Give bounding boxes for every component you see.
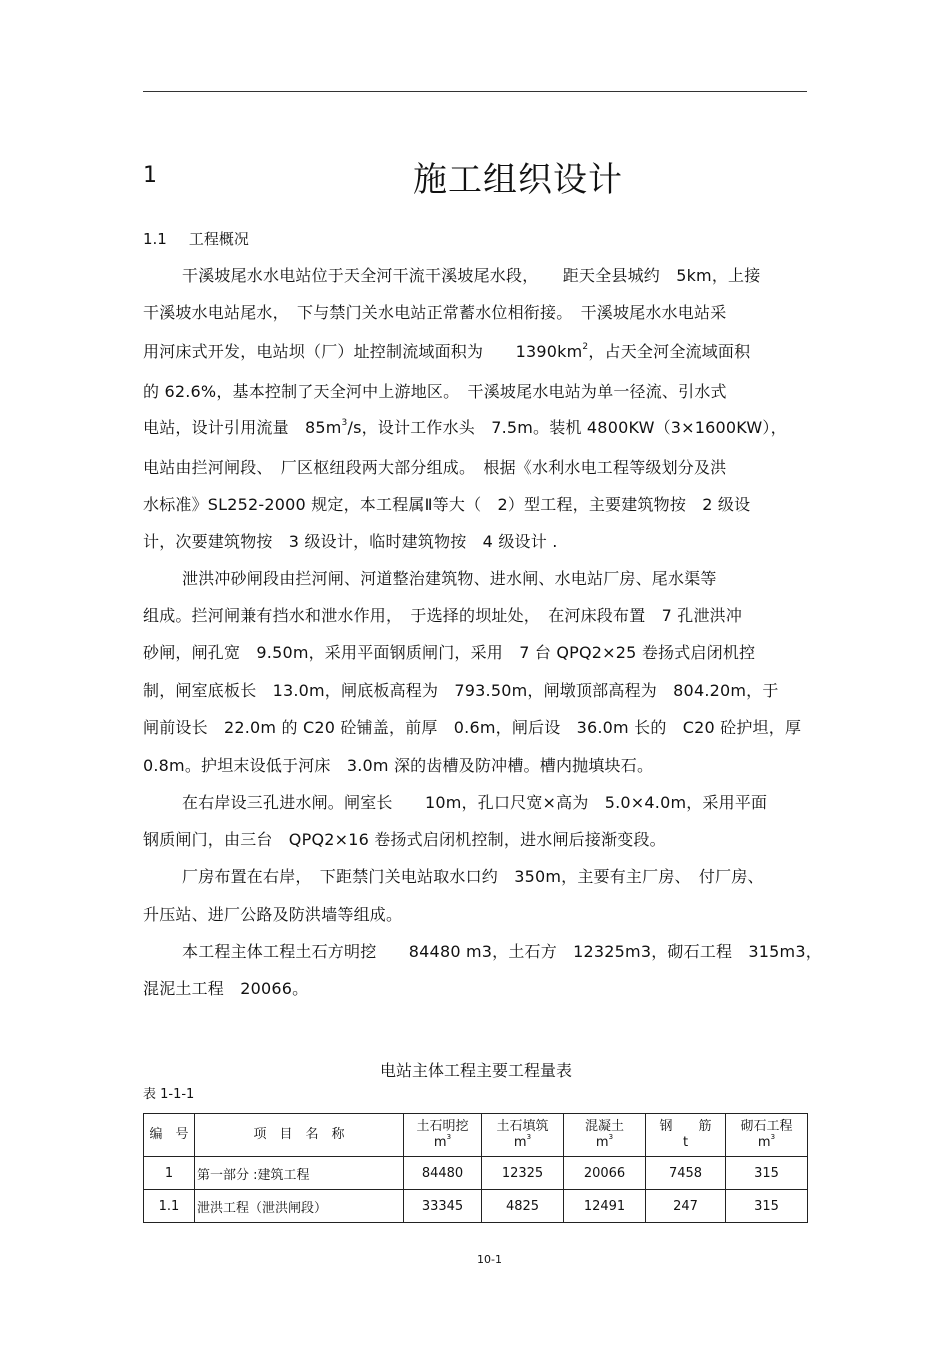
- table-row: [144, 1157, 808, 1190]
- table-body: [144, 1157, 808, 1223]
- table-cell: 第一部分 :建筑工程: [195, 1157, 404, 1190]
- header-label: 编 号: [149, 1127, 189, 1142]
- body-line: 在右岸设三孔进水闸。闸室长 10m，孔口尺宽×高为 5.0×4.0m，采用平面: [182, 793, 768, 812]
- table-header-cell: [482, 1114, 564, 1157]
- body-line: 干溪坡水电站尾水， 下与禁门关水电站正常蓄水位相衔接。 干溪坡尾水水电站采: [143, 303, 727, 322]
- body-line: 组成。拦河闸兼有挡水和泄水作用， 于选择的坝址处， 在河床段布置 7 孔泄洪冲: [143, 606, 743, 625]
- table-cell: 4825: [482, 1190, 564, 1223]
- body-line: 升压站、进厂公路及防洪墙等组成。: [143, 905, 403, 924]
- table-number: 表 1-1-1: [143, 1087, 195, 1102]
- body-line: 电站由拦河闸段、 厂区枢纽段两大部分组成。 根据《水利水电工程等级划分及洪: [143, 458, 727, 477]
- page-number: 10-1: [477, 1253, 502, 1266]
- header-label: 土石明挖: [416, 1119, 469, 1134]
- table-header-cell: [564, 1114, 646, 1157]
- body-line: 厂房布置在右岸， 下距禁门关电站取水口约 350m，主要有主厂房、 付厂房、: [182, 867, 764, 886]
- body-line: 电站，设计引用流量 $85m^3/s$，设计工作水头 7.5m。装机 4800KW（3×1600KW），: [143, 418, 787, 437]
- chapter-title: 施工组织设计: [413, 160, 623, 200]
- header-label: 砌石工程: [740, 1119, 793, 1134]
- table-header-cell: [144, 1114, 195, 1157]
- table-cell: 315: [726, 1157, 808, 1190]
- table-cell: 33345: [404, 1190, 482, 1223]
- header-unit: $m^3$: [513, 1133, 532, 1150]
- section-number: 1.1: [143, 230, 167, 248]
- body-line: 砂闸，闸孔宽 9.50m，采用平面钢质闸门，采用 7 台 QPQ2×25 卷扬式启闭机控: [143, 643, 756, 662]
- body-line: 干溪坡尾水水电站位于天全河干流干溪坡尾水段， 距天全县城约 5km，上接: [182, 266, 761, 285]
- chapter-number: 1: [143, 163, 157, 188]
- table-cell: 1: [144, 1157, 195, 1190]
- section-title: 工程概况: [188, 230, 249, 248]
- table-cell: 247: [646, 1190, 726, 1223]
- body-line: 用河床式开发，电站坝（厂）址控制流域面积为 $1390km^2$，占天全河全流域面积: [143, 342, 751, 361]
- table-row: [144, 1190, 808, 1223]
- table-title: 电站主体工程主要工程量表: [380, 1061, 573, 1080]
- table-cell: 泄洪工程（泄洪闸段）: [195, 1190, 404, 1223]
- header-unit: $m^3$: [757, 1133, 776, 1150]
- header-label: 土石填筑: [496, 1119, 549, 1134]
- table-header-cell: [195, 1114, 404, 1157]
- header-label: 钢 筋: [659, 1119, 712, 1134]
- table-cell: 315: [726, 1190, 808, 1223]
- body-line: 的 62.6%，基本控制了天全河中上游地区。 干溪坡尾水电站为单一径流、引水式: [143, 382, 727, 401]
- body-line: 0.8m。护坦末设低于河床 3.0m 深的齿槽及防冲槽。槽内抛填块石。: [143, 756, 654, 775]
- table-header-row: [144, 1114, 808, 1157]
- table-cell: 7458: [646, 1157, 726, 1190]
- table-header-cell: [646, 1114, 726, 1157]
- table-cell: 84480: [404, 1157, 482, 1190]
- header-rule: [143, 91, 807, 92]
- header-unit: $m^3$: [595, 1133, 614, 1150]
- body-line: 计，次要建筑物按 3 级设计，临时建筑物按 4 级设计 .: [143, 532, 558, 551]
- body-line: 制，闸室底板长 13.0m，闸底板高程为 793.50m，闸墩顶部高程为 804.20m，于: [143, 681, 779, 700]
- body-line: 水标准》SL252-2000 规定，本工程属Ⅱ等大（ 2）型工程，主要建筑物按 2 级设: [143, 495, 751, 514]
- body-line: 泄洪冲砂闸段由拦河闸、河道整治建筑物、进水闸、水电站厂房、尾水渠等: [182, 569, 717, 588]
- header-label: 项 目 名 称: [253, 1127, 345, 1142]
- table-cell: 12325: [482, 1157, 564, 1190]
- table-header-cell: [726, 1114, 808, 1157]
- body-line: 本工程主体工程土石方明挖 84480 m3，土石方 12325m3，砌石工程 315m3，: [182, 942, 822, 961]
- table-header-cell: [404, 1114, 482, 1157]
- body-line: 闸前设长 22.0m 的 C20 砼铺盖，前厚 0.6m，闸后设 36.0m 长的 C20 砼护坦，厚: [143, 718, 802, 737]
- header-unit: t: [682, 1135, 689, 1150]
- table-cell: 20066: [564, 1157, 646, 1190]
- body-line: 混泥土工程 20066。: [143, 979, 309, 998]
- section-heading: [143, 228, 249, 249]
- table-cell: 12491: [564, 1190, 646, 1223]
- quantity-table: [143, 1113, 808, 1223]
- header-unit: $m^3$: [433, 1133, 452, 1150]
- body-line: 钢质闸门，由三台 QPQ2×16 卷扬式启闭机控制，进水闸后接渐变段。: [143, 830, 666, 849]
- table-cell: 1.1: [144, 1190, 195, 1223]
- header-label: 混凝土: [584, 1119, 624, 1134]
